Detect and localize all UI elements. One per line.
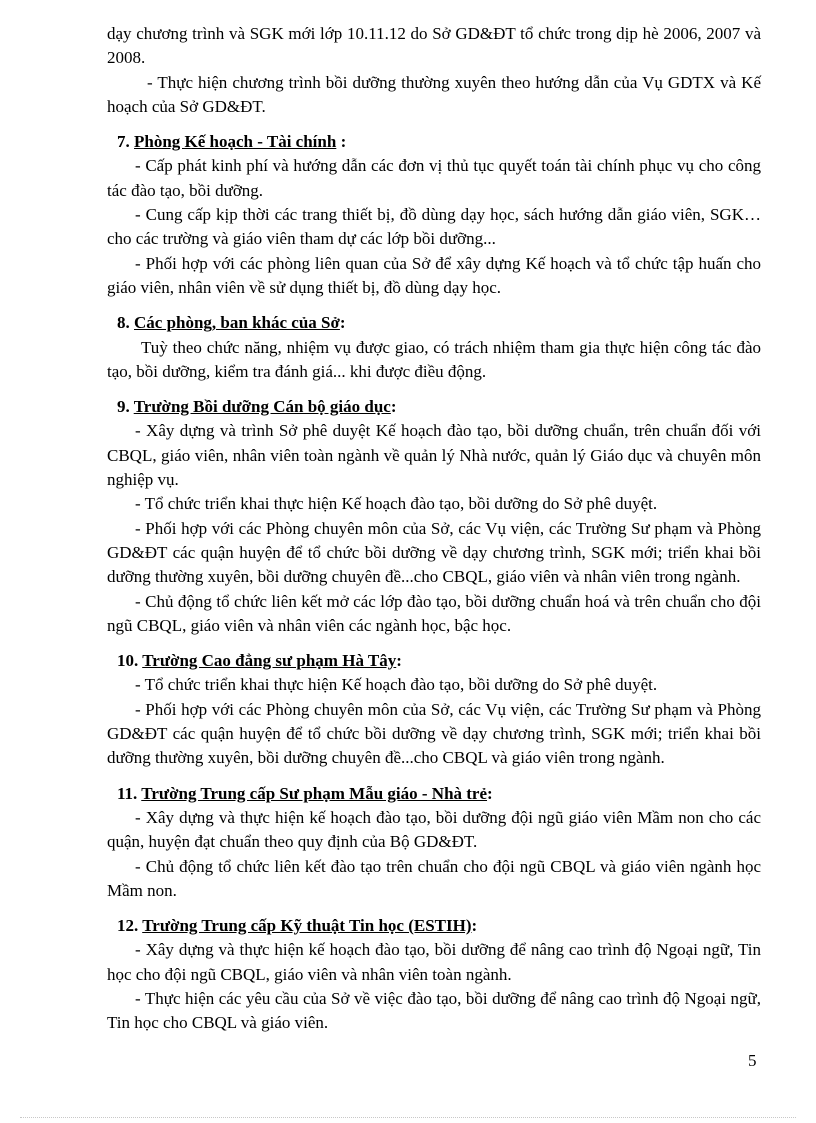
section-title-suffix: : xyxy=(339,313,346,333)
list-item: - Phối hợp với các Phòng chuyên môn của Sở, các Vụ viện, các Trường Sư phạm và Phòng GD&ĐT các quận huyện để tổ chức bồi dưỡng về dạy chương trình, SGK mới; triển khai bồi dưỡng thường xuyên, bồi dưỡng chuyên đề...cho CBQL, giáo viên và nhân viên trong ngành. xyxy=(107,518,761,587)
section-title: Trường Bồi dưỡng Cán bộ giáo dục xyxy=(133,397,391,417)
page-bottom-divider xyxy=(20,1117,796,1118)
list-item: - Thực hiện các yêu cầu của Sở về việc đào tạo, bồi dưỡng để nâng cao trình độ Ngoại ngữ, Tin học cho CBQL và giáo viên. xyxy=(107,988,761,1033)
section-12 xyxy=(107,914,761,1035)
section-heading xyxy=(107,311,761,335)
section-title: Trường Cao đẳng sư phạm Hà Tây xyxy=(142,651,397,671)
page-number: 5 xyxy=(748,1051,757,1070)
list-item: - Phối hợp với các Phòng chuyên môn của Sở, các Vụ viện, các Trường Sư phạm và Phòng GD&ĐT các quận huyện để tổ chức bồi dưỡng về dạy chương trình, SGK mới; triển khai bồi dưỡng thường xuyên, bồi dưỡng chuyên đề...cho CBQL và giáo viên trong ngành. xyxy=(107,699,761,768)
section-11 xyxy=(107,782,761,903)
section-title: Phòng Kế hoạch - Tài chính xyxy=(134,132,337,152)
section-title: Trường Trung cấp Kỹ thuật Tin học (ESTIH) xyxy=(142,916,472,936)
section-title-suffix: : xyxy=(471,916,478,936)
list-item: - Cung cấp kịp thời các trang thiết bị, đồ dùng dạy học, sách hướng dẫn giáo viên, SGK… cho các trường và giáo viên tham dự các lớp bồi dưỡng... xyxy=(107,205,761,249)
list-item: - Tổ chức triển khai thực hiện Kế hoạch đào tạo, bồi dưỡng do Sở phê duyệt. xyxy=(135,675,658,695)
section-number: 8. xyxy=(117,313,130,333)
section-number: 10. xyxy=(117,651,139,671)
section-paragraph: Tuỳ theo chức năng, nhiệm vụ được giao, có trách nhiệm tham gia thực hiện công tác đào tạo, bồi dưỡng, kiểm tra đánh giá... khi được điều động. xyxy=(107,337,761,381)
section-title: Các phòng, ban khác của Sở xyxy=(134,313,340,333)
section-title-suffix: : xyxy=(487,783,493,803)
list-item: - Phối hợp với các phòng liên quan của Sở để xây dựng Kế hoạch và tổ chức tập huấn cho giáo viên, nhân viên về sử dụng thiết bị, đồ dùng dạy học. xyxy=(107,253,761,297)
document-page xyxy=(107,22,761,1036)
section-number: 7. xyxy=(117,132,130,152)
section-heading xyxy=(107,395,761,419)
section-title: Trường Trung cấp Sư phạm Mẫu giáo - Nhà trẻ xyxy=(141,783,488,803)
section-number: 9. xyxy=(117,397,130,417)
list-item: - Chủ động tổ chức liên kết đào tạo trên chuẩn cho đội ngũ CBQL và giáo viên ngành học Mầm non. xyxy=(107,856,761,900)
list-item: - Cấp phát kinh phí và hướng dẫn các đơn vị thủ tục quyết toán tài chính phục vụ cho công tác đào tạo, bồi dưỡng. xyxy=(107,156,761,200)
section-number: 11. xyxy=(117,783,138,803)
intro-block xyxy=(107,22,761,119)
section-title-suffix: : xyxy=(390,397,397,417)
section-7 xyxy=(107,130,761,300)
section-8 xyxy=(107,311,761,384)
section-10 xyxy=(107,649,761,770)
list-item: - Tổ chức triển khai thực hiện Kế hoạch đào tạo, bồi dưỡng do Sở phê duyệt. xyxy=(135,494,658,514)
list-item: - Chủ động tổ chức liên kết mở các lớp đào tạo, bồi dưỡng chuẩn hoá và trên chuẩn cho đội ngũ CBQL, giáo viên và nhân viên các ngành học, bậc học. xyxy=(107,591,761,635)
section-number: 12. xyxy=(117,916,139,936)
section-9 xyxy=(107,395,761,638)
section-title-suffix: : xyxy=(336,132,347,152)
intro-paragraph: dạy chương trình và SGK mới lớp 10.11.12 do Sở GD&ĐT tổ chức trong dịp hè 2006, 2007 và 2008. xyxy=(107,24,761,68)
list-item: - Xây dựng và trình Sở phê duyệt Kế hoạch đào tạo, bồi dưỡng chuẩn, trên chuẩn đối với CBQL, giáo viên, nhân viên toàn ngành về quản lý Nhà nước, quản lý Giáo dục và chuyên môn nghiệp vụ. xyxy=(107,421,761,490)
section-heading xyxy=(107,914,761,938)
section-title-suffix: : xyxy=(396,651,402,671)
list-item: - Xây dựng và thực hiện kế hoạch đào tạo, bồi dưỡng đội ngũ giáo viên Mầm non cho các quận, huyện đạt chuẩn theo quy định của Bộ GD&ĐT. xyxy=(107,807,761,852)
section-heading xyxy=(107,130,761,154)
section-heading xyxy=(107,649,761,673)
list-item: - Xây dựng và thực hiện kế hoạch đào tạo, bồi dưỡng để nâng cao trình độ Ngoại ngữ, Tin học cho đội ngũ CBQL, giáo viên và nhân viên toàn ngành. xyxy=(107,940,761,984)
intro-item: - Thực hiện chương trình bồi dưỡng thường xuyên theo hướng dẫn của Vụ GDTX và Kế hoạch của Sở GD&ĐT. xyxy=(107,72,761,116)
section-heading xyxy=(107,782,761,806)
